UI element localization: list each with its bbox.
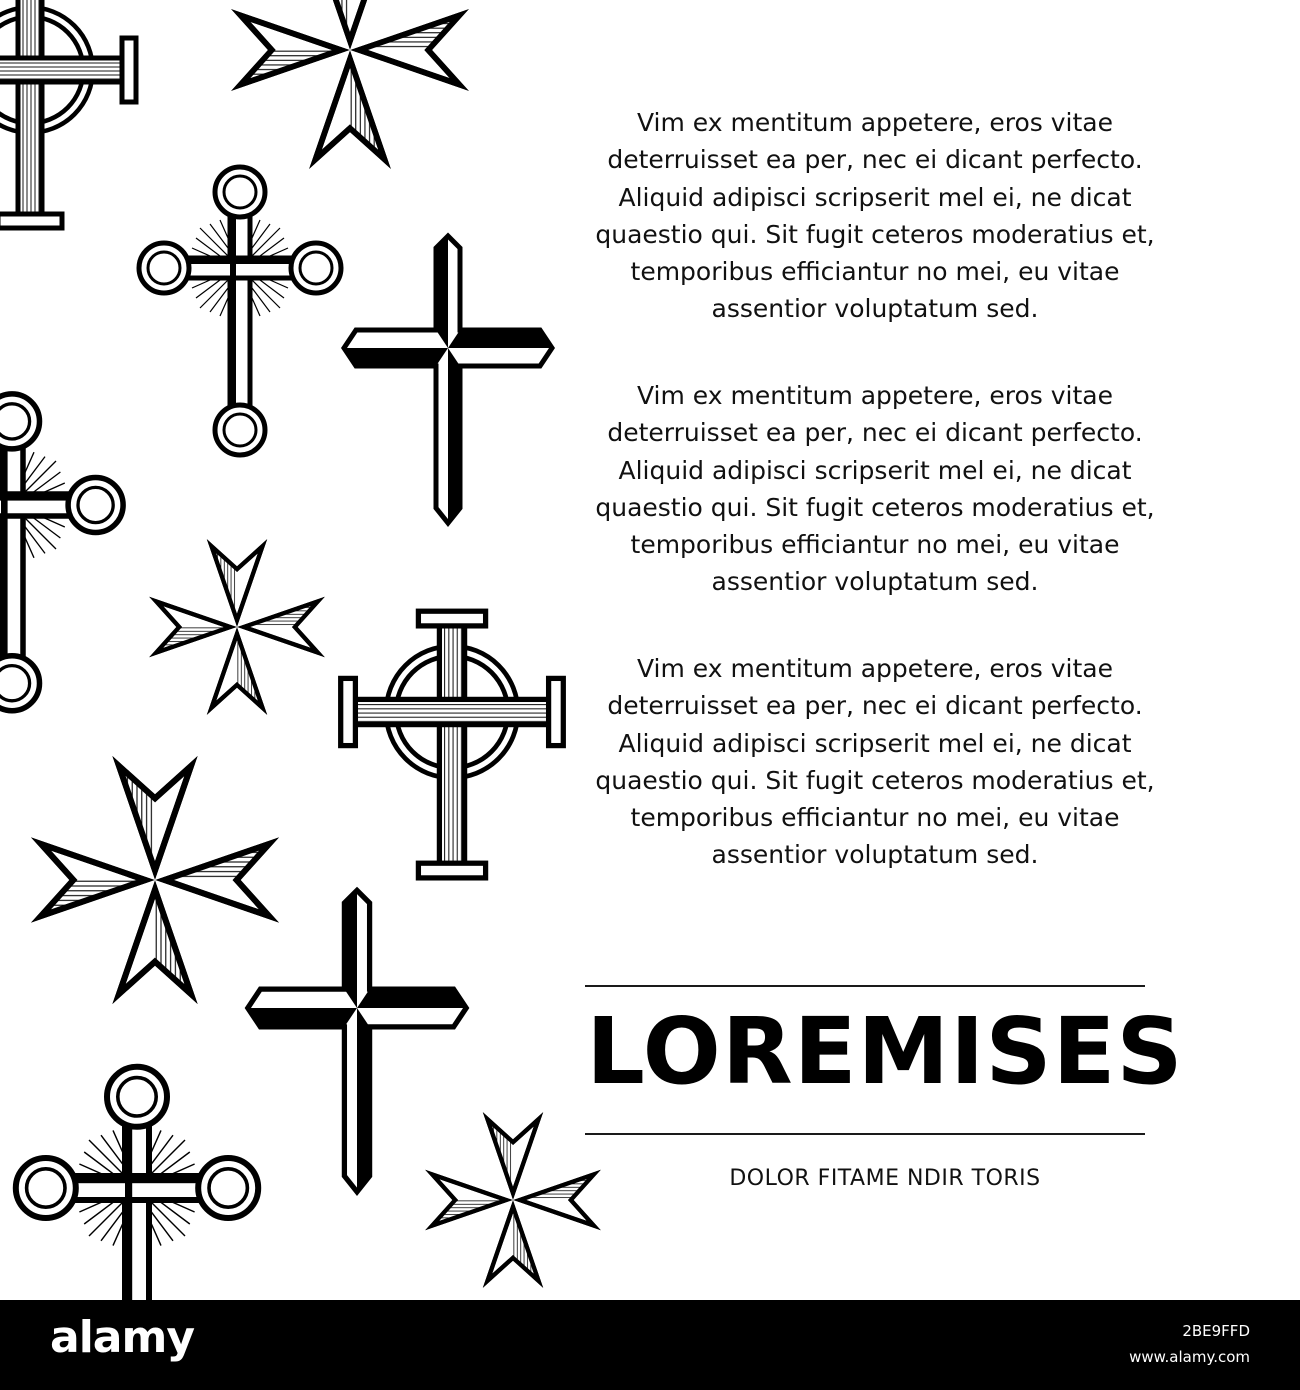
paragraph-line: temporibus efficiantur no mei, eu vitae xyxy=(630,530,1120,560)
paragraph-line: Aliquid adipisci scripserit mel ei, ne dicat xyxy=(618,455,1132,485)
image-id: 2BE9FFD xyxy=(1182,1322,1250,1340)
paragraph-line: deterruisset ea per, nec ei dicant perfecto. xyxy=(607,418,1143,448)
site-url: www.alamy.com xyxy=(1129,1348,1250,1366)
paragraph-line: deterruisset ea per, nec ei dicant perfecto. xyxy=(607,691,1143,721)
paragraph-line: Vim ex mentitum appetere, eros vitae xyxy=(636,654,1113,683)
maltese-cross-icon xyxy=(41,766,269,994)
paragraph-line: temporibus efficiantur no mei, eu vitae xyxy=(630,257,1120,287)
maltese-cross-icon xyxy=(241,0,460,159)
paragraph-line: Aliquid adipisci scripserit mel ei, ne dicat xyxy=(618,182,1132,212)
body-paragraph xyxy=(565,377,1185,601)
watermark-footer xyxy=(0,1300,1300,1390)
celtic-cross-icon xyxy=(341,611,564,878)
maltese-cross-icon xyxy=(156,546,318,708)
paragraph-line: temporibus efficiantur no mei, eu vitae xyxy=(630,803,1120,833)
paragraph-line: assentior voluptatum sed. xyxy=(711,294,1039,324)
maltese-cross-icon xyxy=(432,1119,594,1281)
poster-title: LOREMISES xyxy=(586,998,1184,1105)
paragraph-line: assentior voluptatum sed. xyxy=(711,567,1039,597)
budded-cross-icon xyxy=(0,394,123,711)
alamy-logo: alamy xyxy=(50,1312,194,1363)
faceted-latin-cross-icon xyxy=(344,236,552,523)
divider-top xyxy=(585,985,1145,987)
body-paragraph xyxy=(565,650,1185,874)
budded-cross-icon xyxy=(16,1067,258,1300)
paragraph-line: Vim ex mentitum appetere, eros vitae xyxy=(636,381,1113,410)
paragraph-line: Vim ex mentitum appetere, eros vitae xyxy=(636,108,1113,137)
faceted-latin-cross-icon xyxy=(248,890,466,1191)
paragraph-line: deterruisset ea per, nec ei dicant perfecto. xyxy=(607,145,1143,175)
celtic-cross-icon xyxy=(0,0,136,228)
paragraph-line: quaestio qui. Sit fugit ceteros moderatius et, xyxy=(595,492,1155,522)
paragraph-line: quaestio qui. Sit fugit ceteros moderatius et, xyxy=(595,765,1155,795)
body-paragraph xyxy=(565,104,1185,328)
paragraph-line: Aliquid adipisci scripserit mel ei, ne dicat xyxy=(618,728,1132,758)
paragraph-line: quaestio qui. Sit fugit ceteros moderatius et, xyxy=(595,219,1155,249)
poster-subtitle: DOLOR FITAME NDIR TORIS xyxy=(729,1166,1041,1191)
paragraph-line: assentior voluptatum sed. xyxy=(711,840,1039,870)
divider-bottom xyxy=(585,1133,1145,1135)
budded-cross-icon xyxy=(139,167,341,455)
